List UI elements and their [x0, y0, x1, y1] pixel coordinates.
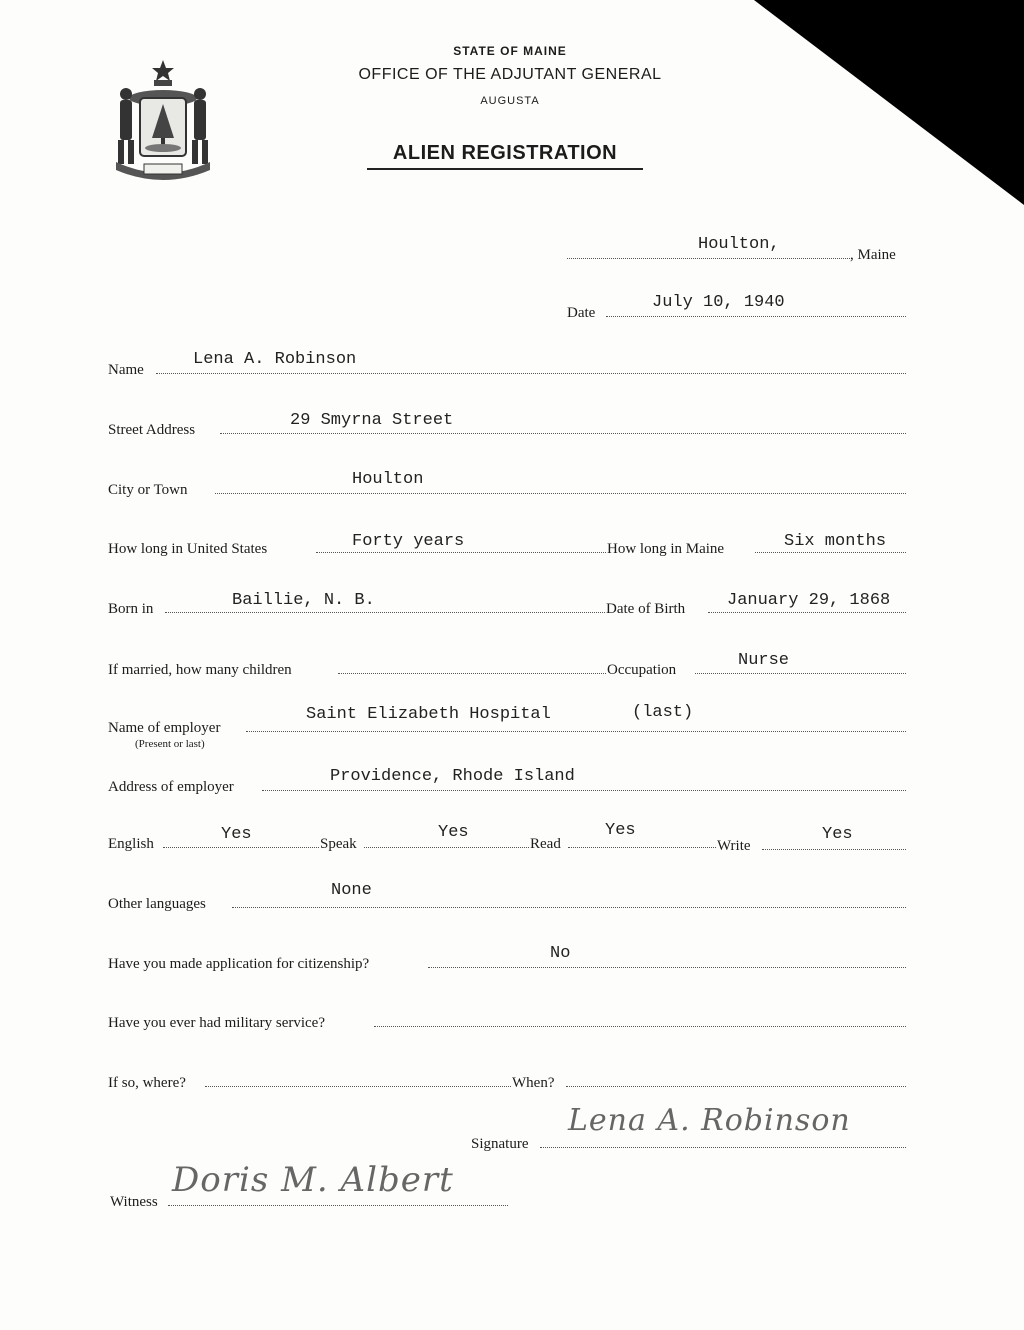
- name-line: [156, 373, 906, 374]
- city-label: City or Town: [108, 482, 188, 498]
- date-value: July 10, 1940: [652, 293, 785, 312]
- us-duration-line: [316, 552, 606, 553]
- header-office: OFFICE OF THE ADJUTANT GENERAL: [358, 66, 662, 83]
- born-value: Baillie, N. B.: [232, 591, 375, 610]
- employer-line: [246, 731, 906, 732]
- dob-value: January 29, 1868: [727, 591, 891, 610]
- citizenship-value: No: [550, 944, 571, 963]
- citizenship-label: Have you made application for citizenship?: [108, 956, 370, 972]
- when-line: [566, 1086, 906, 1087]
- born-line: [165, 612, 605, 613]
- us-duration-label: How long in United States: [108, 541, 268, 557]
- witness-line: [168, 1205, 508, 1206]
- read-line: [568, 847, 716, 848]
- occupation-value: Nurse: [738, 651, 790, 670]
- when-label: When?: [512, 1075, 555, 1091]
- state-seal-icon: [110, 58, 216, 180]
- signature-line: [540, 1147, 906, 1148]
- form-title: ALIEN REGISTRATION: [392, 142, 618, 164]
- speak-value: Yes: [438, 823, 469, 842]
- place-suffix: , Maine: [850, 247, 896, 263]
- witness-value: Doris M. Albert: [172, 1160, 454, 1200]
- other-languages-line: [232, 907, 906, 908]
- employer-address-label: Address of employer: [108, 779, 234, 795]
- speak-label: Speak: [320, 836, 357, 852]
- dob-label: Date of Birth: [606, 601, 686, 617]
- signature-value: Lena A. Robinson: [568, 1103, 851, 1138]
- header-city: AUGUSTA: [480, 95, 540, 107]
- employer-note: (last): [632, 703, 694, 722]
- write-label: Write: [717, 838, 751, 854]
- employer-address-value: Providence, Rhode Island: [330, 767, 575, 786]
- name-label: Name: [108, 362, 144, 378]
- other-languages-label: Other languages: [108, 896, 206, 912]
- write-value: Yes: [822, 825, 853, 844]
- us-duration-value: Forty years: [352, 532, 465, 551]
- read-label: Read: [530, 836, 561, 852]
- where-line: [205, 1086, 511, 1087]
- born-label: Born in: [108, 601, 154, 617]
- street-value: 29 Smyrna Street: [290, 411, 454, 430]
- dob-line: [708, 612, 906, 613]
- maine-duration-line: [755, 552, 906, 553]
- street-line: [220, 433, 906, 434]
- employer-value: Saint Elizabeth Hospital: [306, 705, 551, 724]
- name-value: Lena A. Robinson: [193, 350, 357, 369]
- military-label: Have you ever had military service?: [108, 1015, 325, 1031]
- witness-label: Witness: [110, 1194, 158, 1210]
- write-line: [762, 849, 906, 850]
- employer-address-line: [262, 790, 906, 791]
- other-languages-value: None: [331, 881, 372, 900]
- read-value: Yes: [605, 821, 636, 840]
- speak-line: [364, 847, 529, 848]
- place-line: [567, 258, 852, 259]
- header-state: STATE OF MAINE: [453, 44, 567, 58]
- employer-label: Name of employer: [108, 720, 221, 736]
- employer-sublabel: (Present or last): [135, 738, 205, 750]
- folded-corner: [754, 0, 1024, 205]
- children-label: If married, how many children: [108, 662, 292, 678]
- occupation-label: Occupation: [607, 662, 677, 678]
- english-label: English: [108, 836, 154, 852]
- street-label: Street Address: [108, 422, 196, 438]
- maine-duration-label: How long in Maine: [607, 541, 725, 557]
- military-line: [374, 1026, 906, 1027]
- signature-label: Signature: [471, 1136, 529, 1152]
- title-underline: [367, 168, 643, 170]
- city-value: Houlton: [352, 470, 424, 489]
- occupation-line: [695, 673, 906, 674]
- english-value: Yes: [221, 825, 252, 844]
- maine-duration-value: Six months: [784, 532, 887, 551]
- date-line: [606, 316, 906, 317]
- citizenship-line: [428, 967, 906, 968]
- city-line: [215, 493, 906, 494]
- date-label: Date: [567, 305, 596, 321]
- where-label: If so, where?: [108, 1075, 186, 1091]
- children-line: [338, 673, 606, 674]
- place-value: Houlton,: [698, 235, 780, 254]
- english-line: [163, 847, 319, 848]
